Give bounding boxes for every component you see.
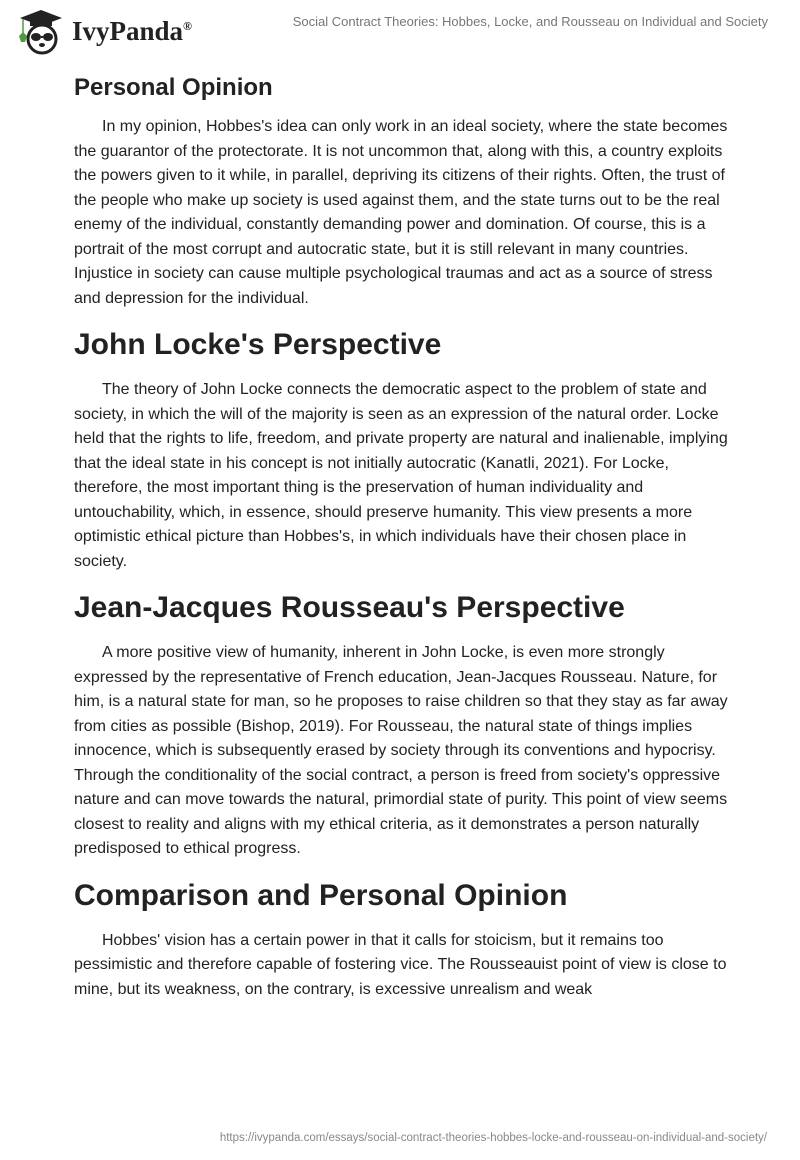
section-heading-personal-opinion: Personal Opinion xyxy=(74,74,273,101)
document-title: Social Contract Theories: Hobbes, Locke, and Rousseau on Individual and Society xyxy=(292,14,768,29)
section-paragraph: A more positive view of humanity, inherent in John Locke, is even more strongly expressed by the representative of French education, Jean-Jacques Rousseau. Nature, for him, is a natural state for man, so he proposes to raise children so that they stay as far away from cities as possible (Bishop, 2019). For Rousseau, the natural state of things implies innocence, which is subsequently erased by society through its conventions and hypocrisy. Through the conditionality of the social contract, a person is freed from society's oppressive nature and can move towards the natural, primordial state of purity. This point of view seems closest to reality and aligns with my ethical criteria, as it demonstrates a person naturally predisposed to ethical progress. xyxy=(74,644,728,857)
section-paragraph: Hobbes' vision has a certain power in that it calls for stoicism, but it remains too pessimistic and therefore capable of fostering vice. The Rousseauist point of view is close to mine, but its weakness, on the contrary, is excessive unrealism and weak xyxy=(74,931,727,998)
logo-text: IvyPanda® xyxy=(72,15,193,46)
panda-graduate-icon xyxy=(16,6,66,56)
footer-url[interactable]: https://ivypanda.com/essays/social-contract-theories-hobbes-locke-and-rousseau-on-individual-and-society/ xyxy=(219,1132,767,1144)
ivypanda-logo[interactable] xyxy=(16,6,192,56)
section-heading-locke: John Locke's Perspective xyxy=(74,328,442,361)
section-heading-comparison: Comparison and Personal Opinion xyxy=(74,878,568,912)
section-paragraph: The theory of John Locke connects the democratic aspect to the problem of state and society, in which the will of the majority is seen as an expression of the natural order. Locke held that the rights to life, freedom, and private property are natural and inalienable, implying that the ideal state in his concept is not initially autocratic (Kanatli, 2021). For Locke, therefore, the most important thing is the preservation of human individuality and untouchability, which, in essence, should preserve humanity. This view presents a more optimistic ethical picture than Hobbes's, in which individuals have their chosen place in society. xyxy=(74,381,728,570)
section-heading-rousseau: Jean-Jacques Rousseau's Perspective xyxy=(74,591,625,624)
section-paragraph: In my opinion, Hobbes's idea can only work in an ideal society, where the state becomes the guarantor of the protectorate. It is not uncommon that, along with this, a country exploits the powers given to it while, in parallel, depriving its citizens of their rights. Often, the trust of the people who make up society is used against them, and the state turns out to be the real enemy of the individual, constantly demanding power and domination. Of course, this is a portrait of the most corrupt and autocratic state, but it is still relevant in many countries. Injustice in society can cause multiple psychological traumas and act as a source of stress and depression for the individual. xyxy=(74,118,728,307)
essay-content xyxy=(74,70,730,1002)
